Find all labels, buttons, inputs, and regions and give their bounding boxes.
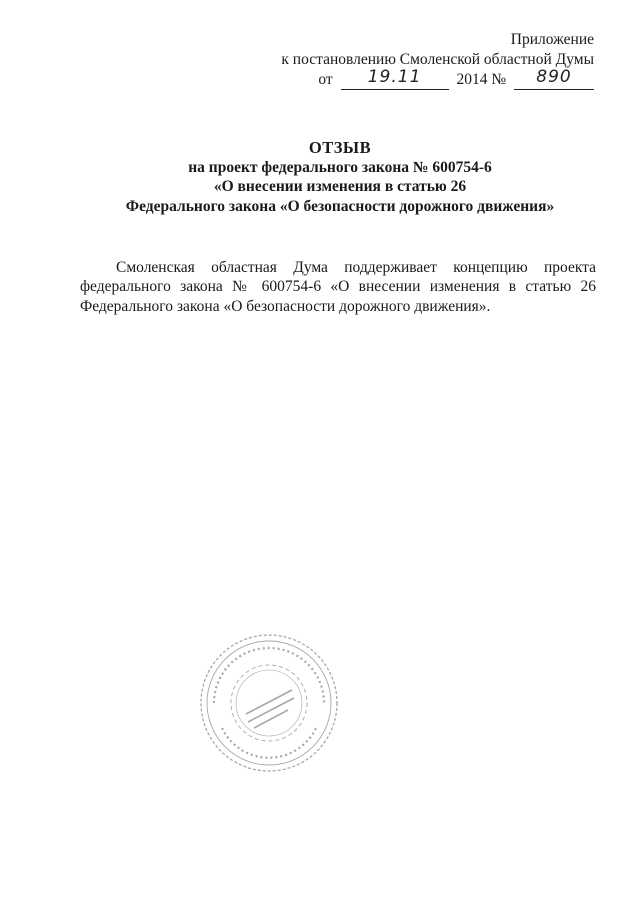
from-prefix: от: [318, 71, 333, 88]
title-line-1: на проект федерального закона № 600754-6: [188, 158, 492, 176]
title-line-3: Федерального закона «О безопасности дорожного движения»: [125, 197, 555, 215]
appendix-header: [214, 30, 594, 90]
appendix-resolution-line: к постановлению Смоленской областной Думы: [281, 51, 594, 68]
date-field: [341, 67, 449, 90]
document-title: [60, 138, 620, 216]
official-seal-stamp: [198, 632, 340, 774]
handwritten-date: 19.11: [367, 67, 422, 87]
year-number-label: 2014 №: [456, 71, 507, 88]
appendix-date-number-line: [214, 67, 594, 90]
number-field: [514, 67, 594, 90]
handwritten-number: 890: [536, 67, 572, 87]
body-paragraph: Смоленская областная Дума поддерживает концепцию проекта федерального закона № 600754-6 «О внесении изменения в статью 26 Федерального закона «О безопасности дорожного движения».: [80, 258, 596, 315]
title-line-2: «О внесении изменения в статью 26: [213, 178, 467, 195]
title-heading: ОТЗЫВ: [308, 138, 372, 157]
appendix-label: Приложение: [510, 31, 594, 48]
